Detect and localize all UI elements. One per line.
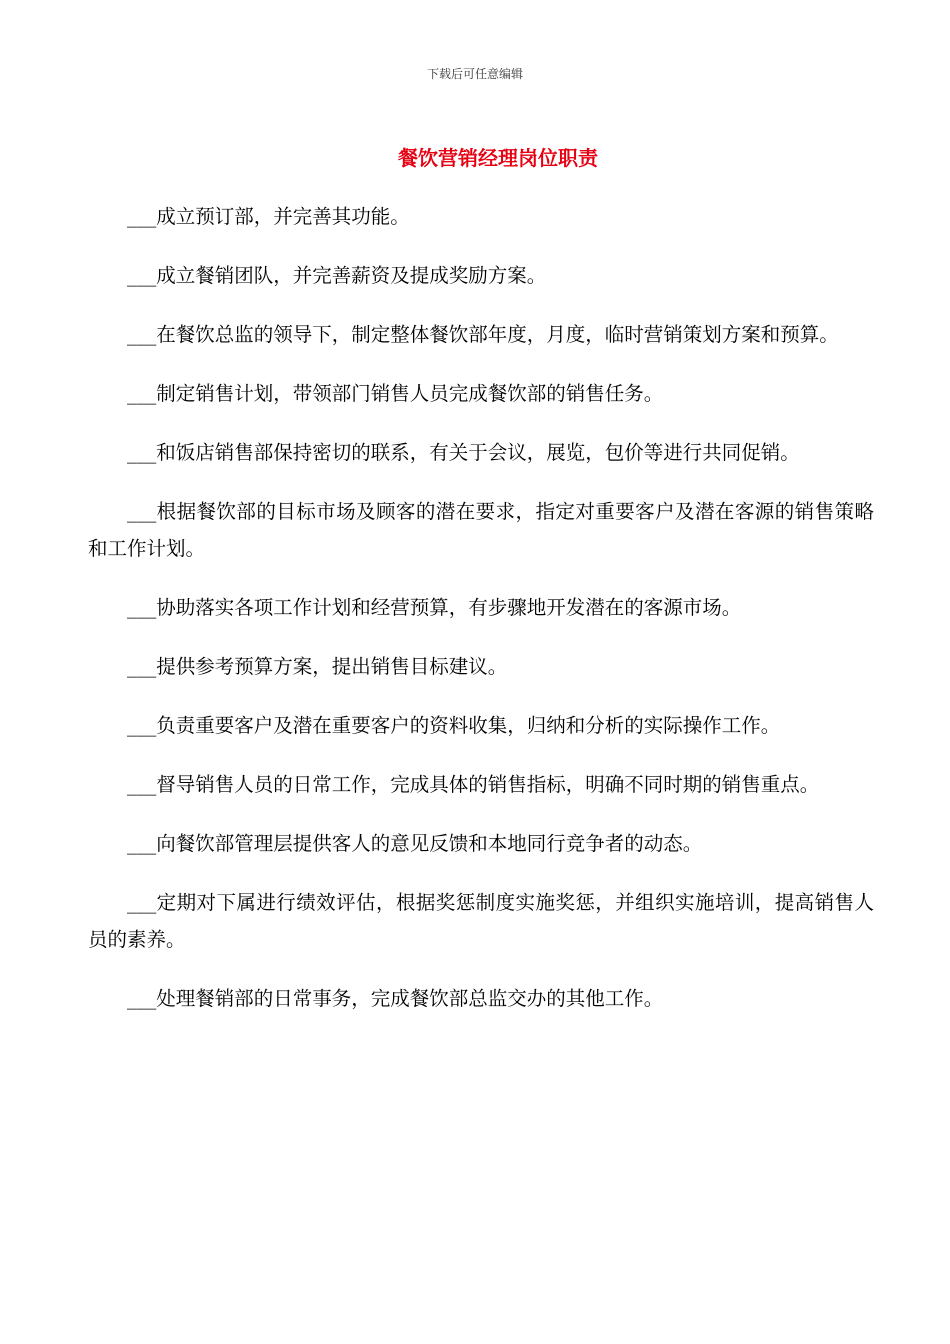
- paragraph: ___制定销售计划，带领部门销售人员完成餐饮部的销售任务。: [127, 382, 664, 405]
- paragraph: ___根据餐饮部的目标市场及顾客的潜在要求，指定对重要客户及潜在客源的销售策略和工作计划。: [88, 500, 874, 560]
- paragraph: ___督导销售人员的日常工作，完成具体的销售指标，明确不同时期的销售重点。: [127, 773, 820, 796]
- paragraph: ___协助落实各项工作计划和经营预算，有步骤地开发潜在的客源市场。: [127, 596, 742, 619]
- paragraph: ___定期对下属进行绩效评估，根据奖惩制度实施奖惩，并组织实施培训，提高销售人员的素养。: [88, 891, 874, 951]
- paragraph: ___在餐饮总监的领导下，制定整体餐饮部年度，月度，临时营销策划方案和预算。: [127, 323, 839, 346]
- paragraph: ___和饭店销售部保持密切的联系，有关于会议，展览，包价等进行共同促销。: [127, 441, 800, 464]
- paragraph: ___负责重要客户及潜在重要客户的资料收集，归纳和分析的实际操作工作。: [127, 714, 781, 737]
- document-title: 餐饮营销经理岗位职责: [398, 146, 598, 170]
- paragraph: ___成立餐销团队，并完善薪资及提成奖励方案。: [127, 264, 547, 287]
- paragraph: ___向餐饮部管理层提供客人的意见反馈和本地同行竞争者的动态。: [127, 832, 703, 855]
- paragraph: ___处理餐销部的日常事务，完成餐饮部总监交办的其他工作。: [127, 987, 664, 1010]
- header-note: 下载后可任意编辑: [426, 67, 523, 81]
- document-body: [88, 198, 874, 1039]
- paragraph: ___成立预订部，并完善其功能。: [127, 205, 410, 228]
- paragraph: ___提供参考预算方案，提出销售目标建议。: [127, 655, 508, 678]
